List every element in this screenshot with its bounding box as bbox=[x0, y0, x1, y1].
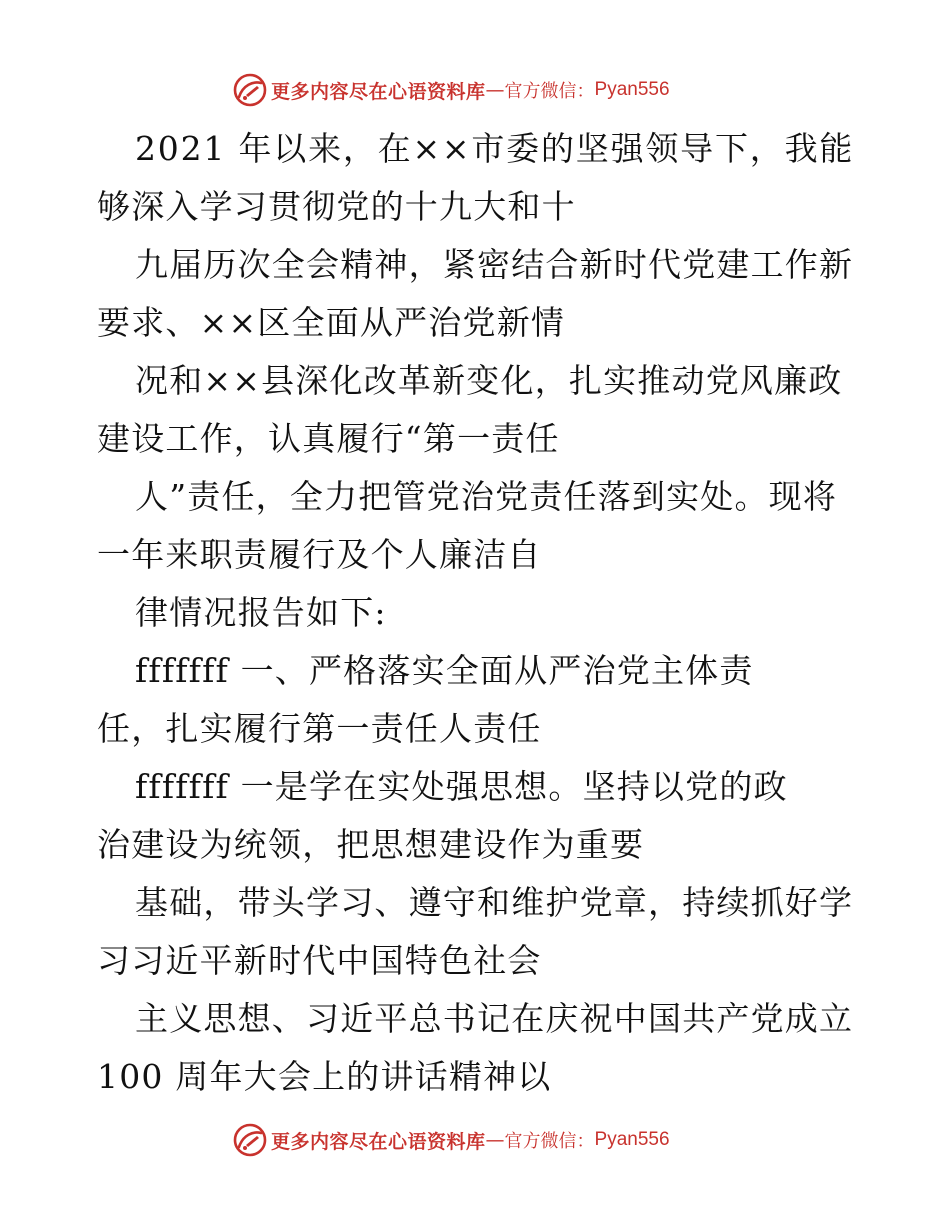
text-line: 主义思想、习近平总书记在庆祝中国共产党成立 bbox=[135, 999, 854, 1038]
text-line: 任，扎实履行第一责任人责任 bbox=[97, 709, 542, 748]
watermark-separator: — bbox=[485, 1129, 505, 1151]
text-line: 建设工作，认真履行“第一责任 bbox=[97, 419, 560, 458]
text-line: 况和××县深化改革新变化，扎实推动党风廉政 bbox=[135, 361, 843, 400]
text-line: 九届历次全会精神，紧密结合新时代党建工作新 bbox=[135, 245, 854, 284]
text-line: 习习近平新时代中国特色社会 bbox=[97, 941, 542, 980]
watermark-main-text: 更多内容尽在心语资料库 bbox=[271, 80, 486, 103]
text-line: 够深入学习贯彻党的十九大和十 bbox=[97, 187, 576, 226]
text-line: 一年来职责履行及个人廉洁自 bbox=[97, 535, 542, 574]
text-line: 律情况报告如下: bbox=[135, 593, 387, 632]
text-line: 100 周年大会上的讲话精神以 bbox=[97, 1057, 552, 1096]
library-logo-icon bbox=[233, 1123, 267, 1157]
watermark-sub-text: 官方微信： bbox=[504, 1131, 595, 1152]
watermark-sub-text: 官方微信： bbox=[504, 81, 595, 102]
text-line: 人”责任，全力把管党治党责任落到实处。现将 bbox=[135, 477, 838, 516]
text-line: 基础，带头学习、遵守和维护党章，持续抓好学 bbox=[135, 883, 854, 922]
watermark-main-text: 更多内容尽在心语资料库 bbox=[271, 1130, 486, 1153]
text-line: 要求、××区全面从严治党新情 bbox=[97, 303, 566, 342]
watermark-wechat-id: Pyan556 bbox=[594, 79, 670, 100]
watermark-banner-bottom bbox=[233, 1123, 670, 1157]
text-line: 治建设为统领，把思想建设作为重要 bbox=[97, 825, 645, 864]
text-line: fffffff 一、严格落实全面从严治党主体责 bbox=[135, 651, 754, 690]
watermark-separator: — bbox=[485, 79, 505, 101]
text-line: 2021 年以来，在××市委的坚强领导下，我能 bbox=[135, 129, 855, 168]
watermark-wechat-id: Pyan556 bbox=[594, 1129, 670, 1150]
text-line: fffffff 一是学在实处强思想。坚持以党的政 bbox=[135, 767, 788, 806]
watermark-banner-top bbox=[233, 73, 670, 107]
library-logo-icon bbox=[233, 73, 267, 107]
